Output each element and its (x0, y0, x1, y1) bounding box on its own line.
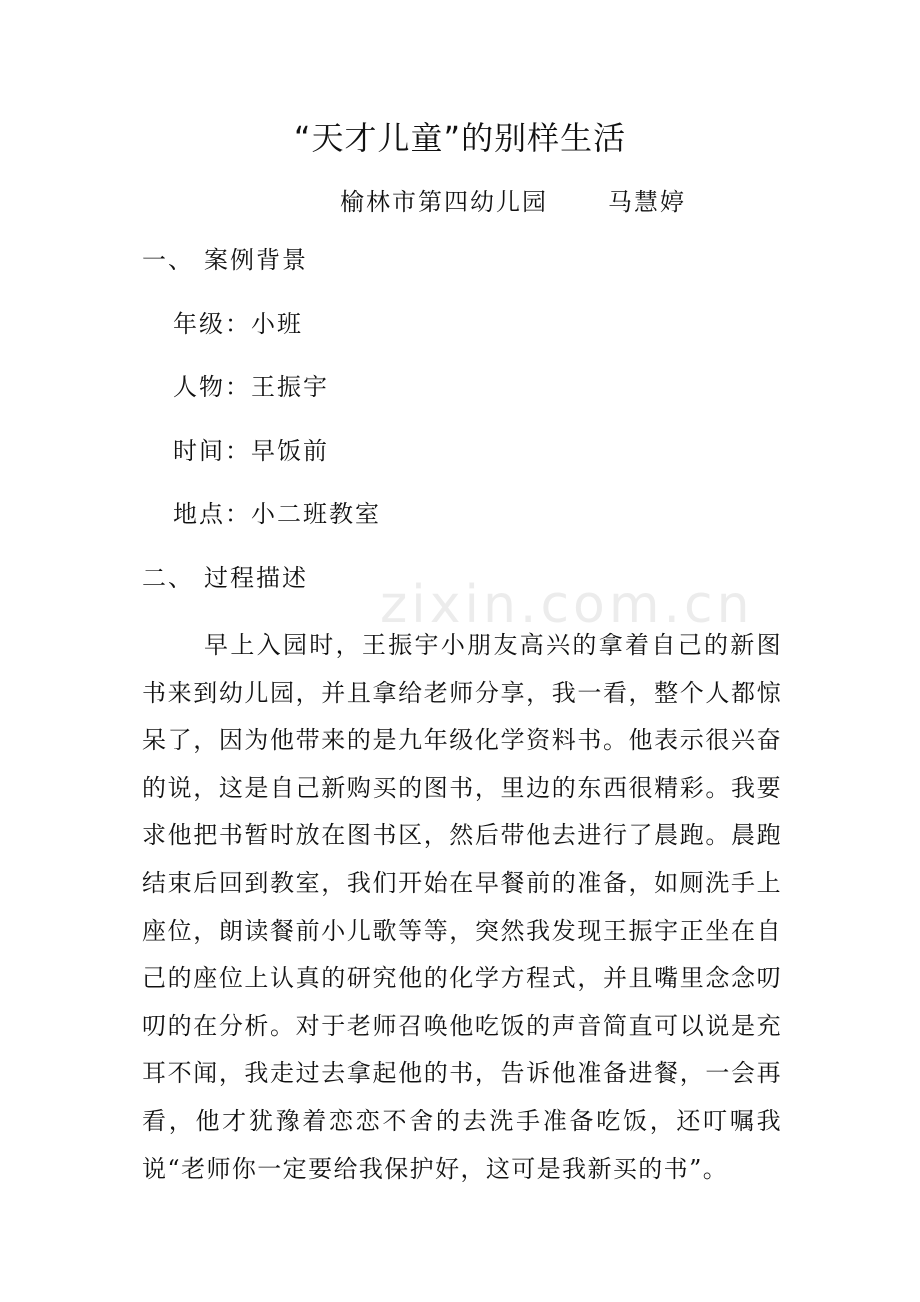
field-label: 地点： (173, 500, 251, 528)
section-title: 过程描述 (204, 564, 308, 592)
field-label: 人物： (173, 373, 251, 401)
field-value: 小二班教室 (251, 500, 381, 528)
field-value: 王振宇 (251, 373, 329, 401)
author-name: 马慧婷 (608, 188, 686, 216)
field-person (173, 367, 329, 407)
watermark-text: zixin.com.cn (380, 575, 754, 635)
field-label: 时间： (173, 437, 251, 465)
section-number: 二、 (142, 564, 194, 592)
field-time (173, 431, 329, 471)
section-heading-process (142, 558, 308, 598)
section-title: 案例背景 (204, 246, 308, 274)
field-value: 早饭前 (251, 437, 329, 465)
document-title: “天才儿童”的别样生活 (293, 119, 627, 157)
author-line (340, 180, 686, 224)
field-location (173, 494, 381, 534)
field-label: 年级： (173, 310, 251, 338)
author-organization: 榆林市第四幼儿园 (340, 188, 548, 216)
field-grade (173, 304, 303, 344)
section-number: 一、 (142, 246, 194, 274)
field-value: 小班 (251, 310, 303, 338)
body-paragraph: 早上入园时，王振宇小朋友高兴的拿着自己的新图书来到幼儿园，并且拿给老师分享，我一看，整个人都惊呆了，因为他带来的是九年级化学资料书。他表示很兴奋的说，这是自己新购买的图书，里边的东西很精彩。我要求他把书暂时放在图书区，然后带他去进行了晨跑。晨跑结束后回到教室，我们开始在早餐前的准备，如厕洗手上座位，朗读餐前小儿歌等等，突然我发现王振宇正坐在自己的座位上认真的研究他的化学方程式，并且嘴里念念叨叨的在分析。对于老师召唤他吃饭的声音简直可以说是充耳不闻，我走过去拿起他的书，告诉他准备进餐，一会再看，他才犹豫着恋恋不舍的去洗手准备吃饭，还叮嘱我说“老师你一定要给我保护好，这可是我新买的书”。 (142, 631, 782, 1183)
section-heading-background (142, 240, 308, 280)
